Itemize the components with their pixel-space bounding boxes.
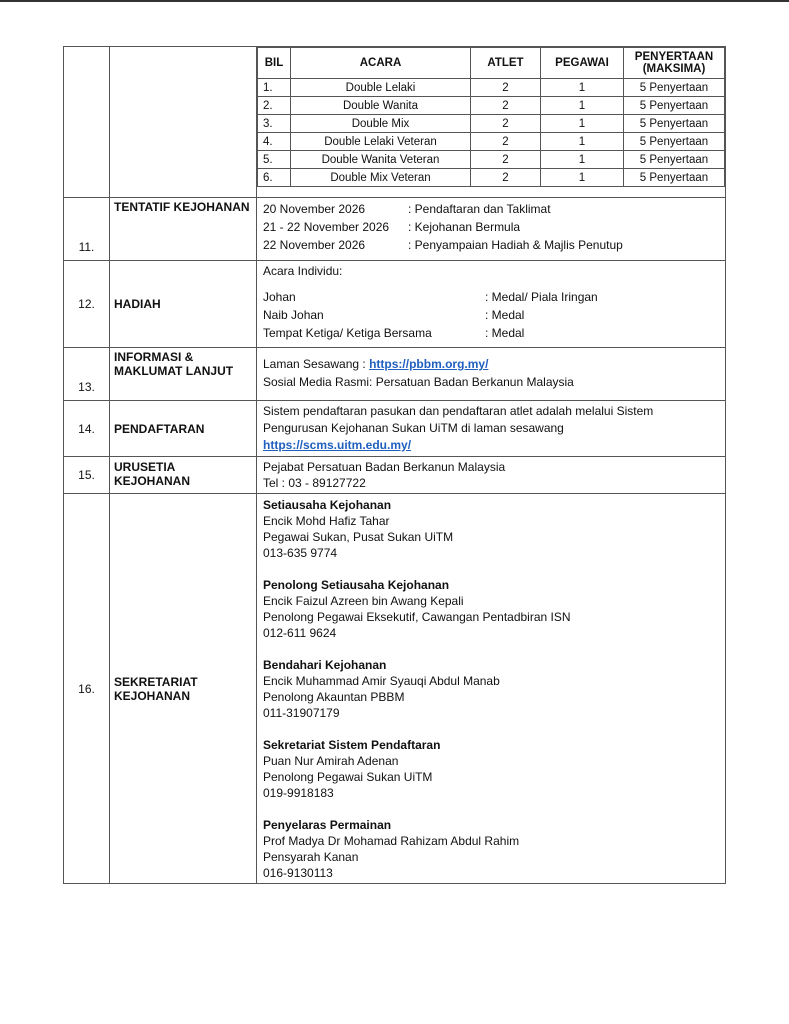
table-row <box>258 169 725 187</box>
cell-bil: 3. <box>258 115 291 133</box>
col-bil: BIL <box>258 48 291 79</box>
schedule-date: 21 - 22 November 2026 <box>263 220 390 234</box>
col-penyertaan: PENYERTAAN (MAKSIMA) <box>624 48 725 79</box>
secretariat-section <box>263 657 719 721</box>
cell-bil: 1. <box>258 79 291 97</box>
secretariat-role: Penolong Pegawai Sukan UiTM <box>263 770 433 784</box>
section-number: 14. <box>64 401 110 457</box>
cell-atlet: 2 <box>471 97 541 115</box>
section-label: HADIAH <box>110 261 257 348</box>
cell-bil: 6. <box>258 169 291 187</box>
schedule-desc: : Penyampaian Hadiah & Majlis Penutup <box>408 238 623 252</box>
cell-acara: Double Wanita Veteran <box>291 151 471 169</box>
secretariat-phone: 011-31907179 <box>263 706 340 720</box>
cell-penyertaan: 5 Penyertaan <box>624 97 725 115</box>
cell-pegawai: 1 <box>541 133 624 151</box>
events-header-row <box>258 48 725 79</box>
secretariat-section <box>263 497 719 561</box>
secretariat-role: Pensyarah Kanan <box>263 850 359 864</box>
prize-intro: Acara Individu: <box>263 264 343 278</box>
prize-row <box>263 325 719 341</box>
office-name: Pejabat Persatuan Badan Berkanun Malaysia <box>263 460 506 474</box>
cell-acara: Double Mix Veteran <box>291 169 471 187</box>
section-11-detail <box>257 198 726 261</box>
registration-text: Sistem pendaftaran pasukan dan pendaftaran atlet adalah melalui Sistem Pengurusan Kejohanan Sukan UiTM di laman sesawang <box>263 404 654 435</box>
secretariat-name: Encik Mohd Hafiz Tahar <box>263 514 390 528</box>
secretariat-role: Penolong Pegawai Eksekutif, Cawangan Pentadbiran ISN <box>263 610 571 624</box>
cell-atlet: 2 <box>471 79 541 97</box>
section-14-row <box>64 401 726 457</box>
section-number: 16. <box>64 494 110 884</box>
col-pegawai: PEGAWAI <box>541 48 624 79</box>
section-label: PENDAFTARAN <box>110 401 257 457</box>
website-line <box>263 356 719 372</box>
prize-value: : Medal <box>485 308 525 322</box>
cell-acara: Double Lelaki Veteran <box>291 133 471 151</box>
secretariat-section <box>263 577 719 641</box>
secretariat-name: Puan Nur Amirah Adenan <box>263 754 399 768</box>
secretariat-title: Sekretariat Sistem Pendaftaran <box>263 738 441 752</box>
secretariat-section <box>263 817 719 881</box>
section-label: TENTATIF KEJOHANAN <box>110 198 257 261</box>
website-separator: : <box>359 357 370 371</box>
table-row <box>258 133 725 151</box>
cell-acara: Double Mix <box>291 115 471 133</box>
cell-pegawai: 1 <box>541 169 624 187</box>
prize-value: : Medal/ Piala Iringan <box>485 290 598 304</box>
schedule-desc: : Pendaftaran dan Taklimat <box>408 202 551 216</box>
section-14-detail <box>257 401 726 457</box>
schedule-row <box>263 237 719 253</box>
events-table <box>257 47 725 187</box>
prize-value: : Medal <box>485 326 525 340</box>
section-label: SEKRETARIAT KEJOHANAN <box>110 494 257 884</box>
cell-acara: Double Lelaki <box>291 79 471 97</box>
section-label: URUSETIA KEJOHANAN <box>110 457 257 494</box>
schedule-row <box>263 201 719 217</box>
cell-bil: 2. <box>258 97 291 115</box>
prize-place: Johan <box>263 290 296 304</box>
col-acara: ACARA <box>291 48 471 79</box>
cell-pegawai: 1 <box>541 97 624 115</box>
events-row <box>64 47 726 198</box>
cell-penyertaan: 5 Penyertaan <box>624 115 725 133</box>
table-row <box>258 79 725 97</box>
cell-atlet: 2 <box>471 133 541 151</box>
section-12-row <box>64 261 726 348</box>
schedule-desc: : Kejohanan Bermula <box>408 220 521 234</box>
section-11-row <box>64 198 726 261</box>
events-detail-cell <box>257 47 726 198</box>
secretariat-name: Prof Madya Dr Mohamad Rahizam Abdul Rahim <box>263 834 520 848</box>
prize-row <box>263 307 719 323</box>
section-16-detail <box>257 494 726 884</box>
section-15-detail <box>257 457 726 494</box>
registration-link[interactable]: https://scms.uitm.edu.my/ <box>263 438 412 452</box>
cell-pegawai: 1 <box>541 151 624 169</box>
section-label: INFORMASI & MAKLUMAT LANJUT <box>110 348 257 401</box>
section-number: 15. <box>64 457 110 494</box>
section-13-detail <box>257 348 726 401</box>
secretariat-title: Penyelaras Permainan <box>263 818 392 832</box>
cell-pegawai: 1 <box>541 79 624 97</box>
cell-penyertaan: 5 Penyertaan <box>624 79 725 97</box>
section-15-row <box>64 457 726 494</box>
cell-pegawai: 1 <box>541 115 624 133</box>
section-number: 11. <box>64 198 110 261</box>
table-row <box>258 97 725 115</box>
secretariat-role: Penolong Akauntan PBBM <box>263 690 405 704</box>
cell-acara: Double Wanita <box>291 97 471 115</box>
table-row <box>258 151 725 169</box>
secretariat-title: Penolong Setiausaha Kejohanan <box>263 578 450 592</box>
events-num-cell <box>64 47 110 198</box>
secretariat-phone: 013-635 9774 <box>263 546 338 560</box>
col-atlet: ATLET <box>471 48 541 79</box>
secretariat-phone: 012-611 9624 <box>263 626 337 640</box>
cell-penyertaan: 5 Penyertaan <box>624 169 725 187</box>
cell-atlet: 2 <box>471 115 541 133</box>
page-top-border <box>0 0 789 2</box>
section-13-row <box>64 348 726 401</box>
website-label: Laman Sesawang <box>263 357 360 371</box>
cell-penyertaan: 5 Penyertaan <box>624 151 725 169</box>
events-bottom-space <box>257 187 725 197</box>
prize-row <box>263 289 719 305</box>
secretariat-role: Pegawai Sukan, Pusat Sukan UiTM <box>263 530 454 544</box>
secretariat-section <box>263 737 719 801</box>
secretariat-name: Encik Faizul Azreen bin Awang Kepali <box>263 594 464 608</box>
cell-atlet: 2 <box>471 151 541 169</box>
cell-bil: 4. <box>258 133 291 151</box>
prize-place: Tempat Ketiga/ Ketiga Bersama <box>263 326 432 340</box>
table-row <box>258 115 725 133</box>
social-media-line: Sosial Media Rasmi: Persatuan Badan Berkanun Malaysia <box>263 375 574 389</box>
section-number: 13. <box>64 348 110 401</box>
schedule-date: 22 November 2026 <box>263 238 366 252</box>
website-link[interactable]: https://pbbm.org.my/ <box>369 357 489 371</box>
events-label-cell <box>110 47 257 198</box>
cell-atlet: 2 <box>471 169 541 187</box>
secretariat-phone: 016-9130113 <box>263 866 333 880</box>
section-12-detail <box>257 261 726 348</box>
cell-bil: 5. <box>258 151 291 169</box>
section-16-row <box>64 494 726 884</box>
schedule-date: 20 November 2026 <box>263 202 366 216</box>
secretariat-title: Bendahari Kejohanan <box>263 658 387 672</box>
secretariat-name: Encik Muhammad Amir Syauqi Abdul Manab <box>263 674 500 688</box>
office-phone: Tel : 03 - 89127722 <box>263 476 366 490</box>
prize-place: Naib Johan <box>263 308 324 322</box>
cell-penyertaan: 5 Penyertaan <box>624 133 725 151</box>
schedule-row <box>263 219 719 235</box>
info-table <box>63 46 726 884</box>
secretariat-title: Setiausaha Kejohanan <box>263 498 392 512</box>
secretariat-phone: 019-9918183 <box>263 786 334 800</box>
section-number: 12. <box>64 261 110 348</box>
